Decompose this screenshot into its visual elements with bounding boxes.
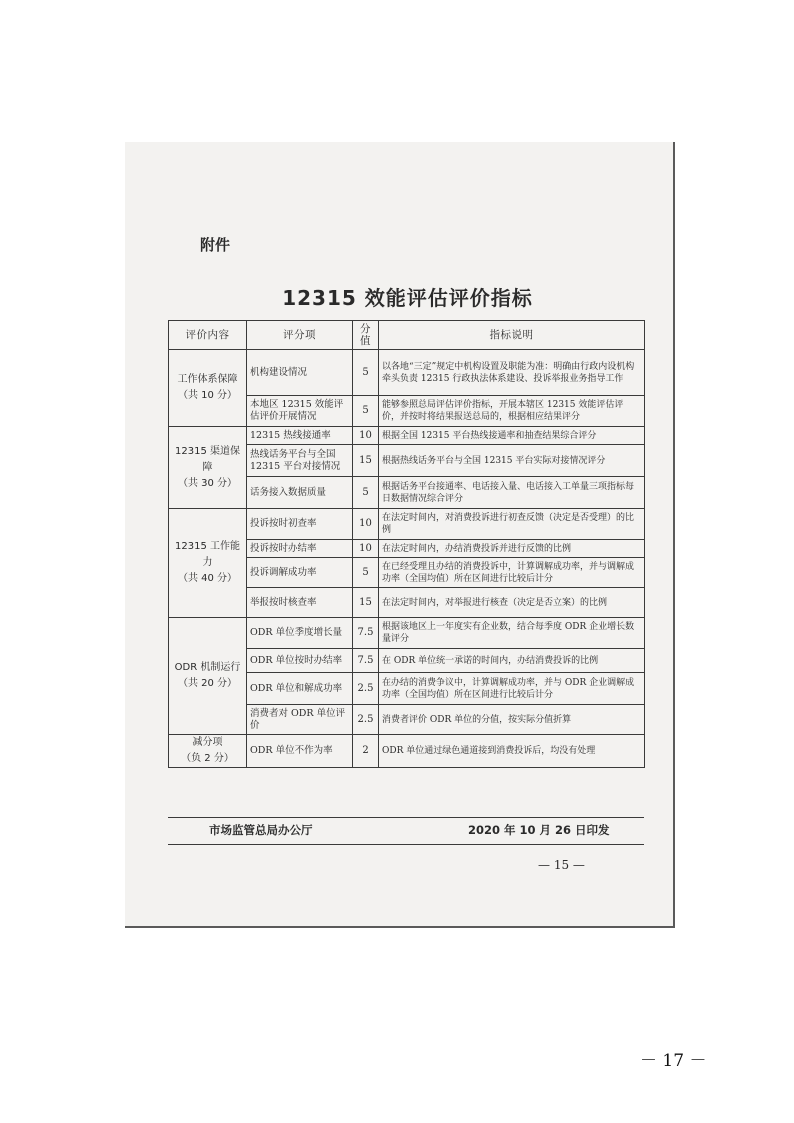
document-title: 12315 效能评估评价指标	[282, 286, 533, 310]
table-row	[169, 618, 645, 649]
description-cell: 根据话务平台接通率、电话接入量、电话接入工单量三项指标每日数据情况综合评分	[379, 477, 645, 509]
description-cell: 在法定时间内，对消费投诉进行初查反馈（决定是否受理）的比例	[379, 509, 645, 540]
description-cell: 根据全国 12315 平台热线接通率和抽查结果综合评分	[379, 427, 645, 445]
header-score: 分值	[353, 321, 379, 350]
footer-top-rule	[168, 817, 644, 818]
item-cell: ODR 单位不作为率	[247, 735, 353, 768]
category-name: 减分项	[192, 737, 223, 748]
score-cell: 15	[353, 588, 379, 618]
item-cell: 机构建设情况	[247, 350, 353, 396]
score-cell: 5	[353, 396, 379, 427]
item-cell: 12315 热线接通率	[247, 427, 353, 445]
category-name: 工作体系保障	[177, 374, 238, 385]
score-cell: 15	[353, 445, 379, 477]
item-cell: ODR 单位按时办结率	[247, 649, 353, 673]
score-cell: 7.5	[353, 618, 379, 649]
category-cell	[169, 618, 247, 735]
category-subtotal: （共 30 分）	[177, 477, 238, 489]
description-cell: ODR 单位通过绿色通道接到消费投诉后，均没有处理	[379, 735, 645, 768]
category-name: 12315 渠道保障	[175, 445, 240, 473]
item-cell: 投诉按时办结率	[247, 540, 353, 558]
description-cell: 以各地“三定”规定中机构设置及职能为准：明确由行政内设机构牵头负责 12315 行政执法体系建设、投诉举报业务指导工作	[379, 350, 645, 396]
item-cell: 话务接入数据质量	[247, 477, 353, 509]
table-row	[169, 427, 645, 445]
description-cell: 在已经受理且办结的消费投诉中，计算调解成功率，并与调解成功率（全国均值）所在区间进行比较后计分	[379, 558, 645, 588]
inner-page-number: — 15 —	[538, 858, 585, 872]
description-cell: 在法定时间内，对举报进行核查（决定是否立案）的比例	[379, 588, 645, 618]
description-cell: 根据热线话务平台与全国 12315 平台实际对接情况评分	[379, 445, 645, 477]
table-row	[169, 735, 645, 768]
item-cell: 投诉按时初查率	[247, 509, 353, 540]
header-content: 评价内容	[169, 321, 247, 350]
description-cell: 能够参照总局评估评价指标，开展本辖区 12315 效能评估评价，并按时将结果报送总局的，根据相应结果评分	[379, 396, 645, 427]
category-cell	[169, 509, 247, 618]
item-cell: 举报按时核查率	[247, 588, 353, 618]
item-cell: 热线话务平台与全国 12315 平台对接情况	[247, 445, 353, 477]
annex-label: 附件	[200, 236, 231, 254]
score-cell: 7.5	[353, 649, 379, 673]
item-cell: 投诉调解成功率	[247, 558, 353, 588]
outer-page-number: － 17 －	[640, 1051, 707, 1071]
item-cell: 本地区 12315 效能评估评价开展情况	[247, 396, 353, 427]
issue-date: 2020 年 10 月 26 日印发	[468, 823, 610, 837]
score-cell: 2	[353, 735, 379, 768]
category-cell	[169, 735, 247, 768]
score-cell: 5	[353, 350, 379, 396]
score-cell: 5	[353, 477, 379, 509]
score-cell: 5	[353, 558, 379, 588]
category-subtotal: （共 10 分）	[177, 390, 238, 401]
table-row	[169, 509, 645, 540]
issuer-name: 市场监管总局办公厅	[209, 823, 313, 837]
header-description: 指标说明	[379, 321, 645, 350]
category-subtotal: （共 40 分）	[177, 573, 238, 584]
description-cell: 在办结的消费争议中，计算调解成功率，并与 ODR 企业调解成功率（全国均值）所在区间进行比较后计分	[379, 673, 645, 705]
description-cell: 根据该地区上一年度实有企业数，结合每季度 ODR 企业增长数量评分	[379, 618, 645, 649]
header-item: 评分项	[247, 321, 353, 350]
category-subtotal: （共 20 分）	[177, 678, 238, 689]
item-cell: 消费者对 ODR 单位评价	[247, 705, 353, 735]
description-cell: 消费者评价 ODR 单位的分值，按实际分值折算	[379, 705, 645, 735]
footer-bottom-rule	[168, 844, 644, 845]
score-cell: 10	[353, 427, 379, 445]
item-cell: ODR 单位季度增长量	[247, 618, 353, 649]
score-cell: 10	[353, 540, 379, 558]
score-cell: 2.5	[353, 705, 379, 735]
category-name: ODR 机制运行	[174, 662, 241, 673]
item-cell: ODR 单位和解成功率	[247, 673, 353, 705]
description-cell: 在法定时间内，办结消费投诉并进行反馈的比例	[379, 540, 645, 558]
category-cell	[169, 427, 247, 509]
score-cell: 10	[353, 509, 379, 540]
description-cell: 在 ODR 单位统一承诺的时间内，办结消费投诉的比例	[379, 649, 645, 673]
table-row	[169, 350, 645, 396]
category-subtotal: （负 2 分）	[181, 753, 234, 764]
table-header-row	[169, 321, 645, 350]
category-cell	[169, 350, 247, 427]
score-cell: 2.5	[353, 673, 379, 705]
evaluation-index-table	[168, 320, 645, 768]
category-name: 12315 工作能力	[175, 541, 240, 568]
